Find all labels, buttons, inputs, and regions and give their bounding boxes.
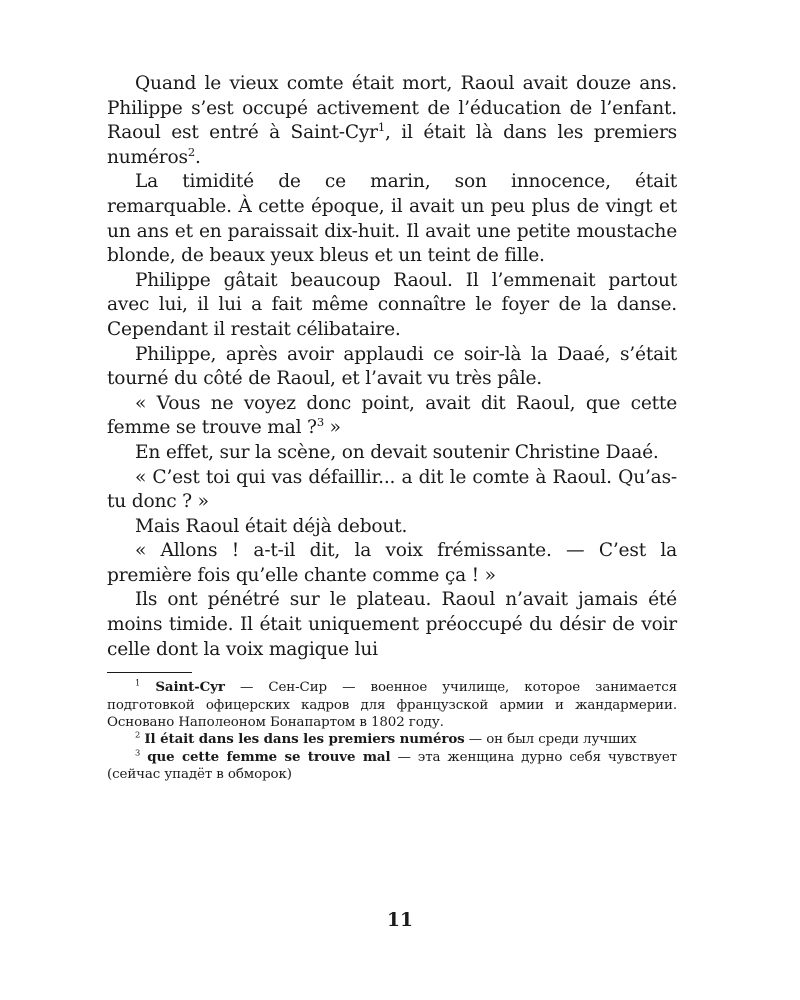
paragraph-8 [107, 515, 677, 540]
paragraph-6 [107, 441, 677, 466]
text-run: , il était là dans les premiers numéros [107, 122, 678, 168]
page-body [107, 72, 677, 784]
text-run: Philippe, après avoir applaudi ce soir-là la Daaé, s’était tourné du côté de Raoul, et l’avait vu très pâle. [107, 343, 677, 390]
footnote-marker: 1 [377, 120, 385, 134]
footnotes [107, 679, 677, 783]
page-number: 11 [387, 910, 413, 931]
footnote-number: 1 [135, 677, 141, 688]
text-run: « C’est toi qui vas défaillir... a dit le comte à Raoul. Qu’as-tu donc ? » [107, 466, 677, 513]
text-run: La timidité de ce marin, son innocence, était remarquable. À cette époque, il avait un peu plus de vingt et un ans et en paraissait dix-huit. Il avait une petite moustache blonde, de beaux yeux bleus et un teint de fille. [107, 171, 677, 267]
paragraph-5 [107, 392, 677, 441]
text-run: « Vous ne voyez donc point, avait dit Raoul, que cette femme se trouve mal ? [107, 392, 677, 439]
footnote-divider [107, 672, 192, 673]
paragraph-4 [107, 343, 677, 392]
text-run: « Allons ! a-t-il dit, la voix frémissante. — C’est la première fois qu’elle chante comme ça ! » [107, 540, 677, 586]
text-run: Ils ont pénétré sur le plateau. Raoul n’avait jamais été moins timide. Il était uniquement préoccupé du désir de voir celle dont la voix magique lui [107, 589, 677, 660]
text-run: » [323, 417, 341, 439]
footnote-text: — эта женщина дурно себя чувствует (сейчас упадёт в обморок) [107, 749, 677, 783]
paragraph-10 [107, 588, 677, 662]
footnote-term: Saint-Cyr [155, 679, 225, 696]
paragraph-7 [107, 466, 677, 515]
footnote-number: 2 [135, 730, 141, 740]
footnote-term: que cette femme se trouve mal [147, 748, 391, 765]
footnote-marker: 2 [187, 144, 195, 159]
text-run: Mais Raoul était déjà debout. [135, 515, 408, 537]
paragraph-2 [107, 170, 677, 268]
text-run: En effet, sur la scène, on devait soutenir Christine Daaé. [135, 441, 659, 463]
footnote-text: — он был среди лучших [464, 732, 637, 748]
footnote-marker: 3 [316, 415, 324, 430]
main-text [107, 72, 677, 662]
paragraph-3 [107, 269, 677, 343]
footnote-text: — Сен-Сир — военное училище, которое занимается подготовкой офицерских кадров для французской армии и жандармерии. Основано Наполеоном Бонапартом в 1802 году. [107, 680, 677, 731]
text-run: Philippe gâtait beaucoup Raoul. Il l’emmenait partout avec lui, il lui a fait même connaître le foyer de la danse. Cependant il restait célibataire. [107, 269, 677, 340]
footnote-term: Il était dans les dans les premiers numéros [144, 731, 465, 748]
footnote-3 [107, 749, 677, 784]
text-run: . [194, 146, 201, 168]
paragraph-1 [107, 72, 677, 170]
footnote-2 [107, 731, 677, 748]
text-run: Quand le vieux comte était mort, Raoul avait douze ans. Philippe s’est occupé activement de l’éducation de l’enfant. Raoul est entré à Saint-Cyr [107, 73, 677, 144]
paragraph-9 [107, 539, 677, 588]
footnote-number: 3 [135, 747, 141, 758]
footnote-1 [107, 679, 677, 731]
